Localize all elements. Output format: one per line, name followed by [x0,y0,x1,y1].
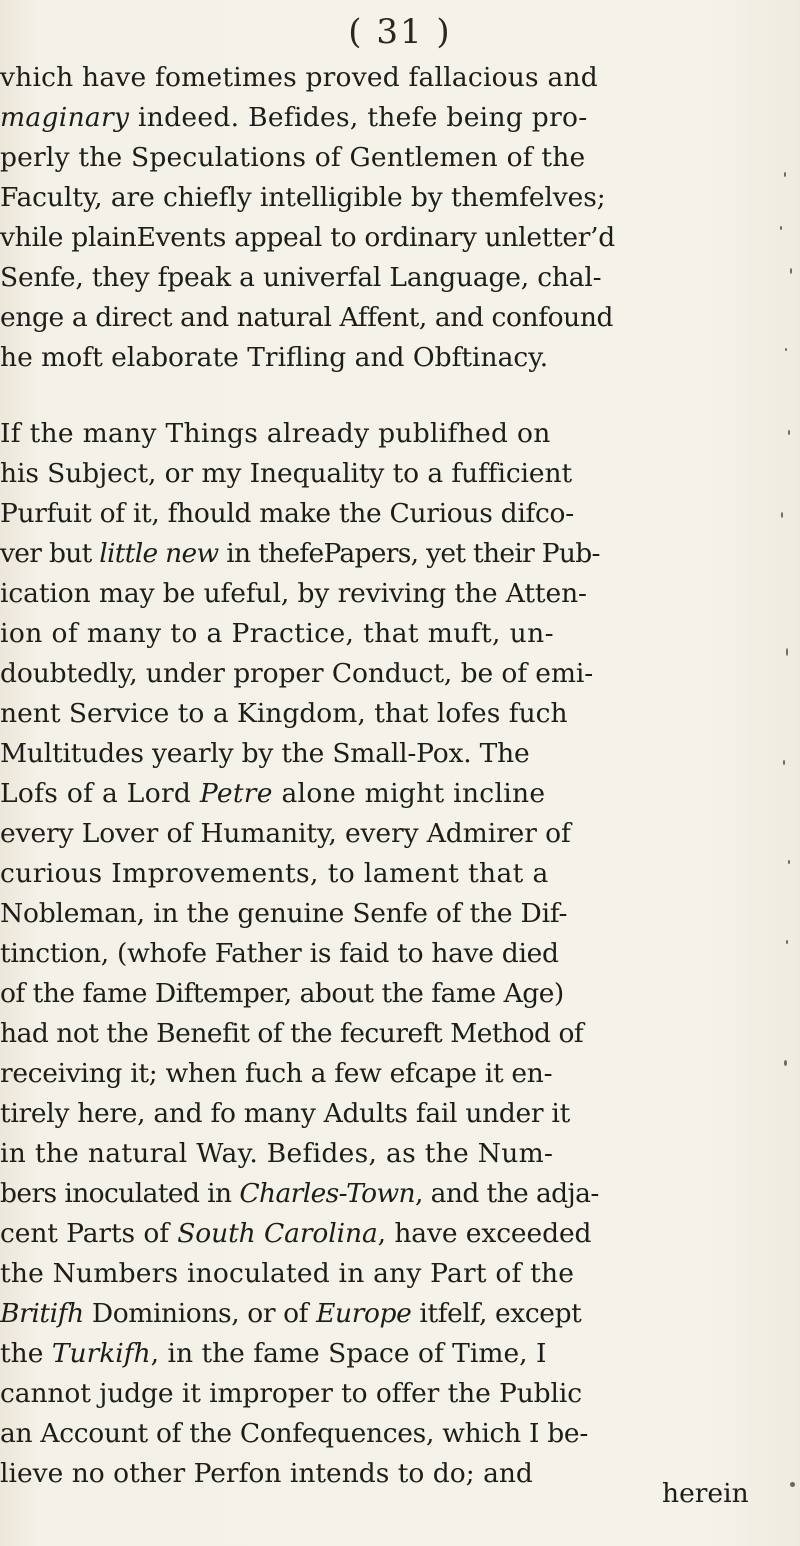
ink-speck [786,648,788,656]
text-line: Nobleman, in the genuine Senfe of the Dif- [0,898,568,929]
text-line: Multitudes yearly by the Small-Pox. The [0,738,530,769]
text-line: of the fame Diftemper, about the fame Age) [0,978,564,1009]
text-line: perly the Speculations of Gentlemen of the [0,142,586,173]
text-line: nent Service to a Kingdom, that lofes fuch [0,698,568,729]
text-line: the Turkifh, in the fame Space of Time, I [0,1338,547,1369]
text-line: the Numbers inoculated in any Part of the [0,1258,575,1289]
text-line: curious Improvements, to lament that a [0,858,549,889]
text-line: cent Parts of South Carolina, have exceeded [0,1218,592,1249]
ink-speck [785,348,787,351]
ink-speck [788,860,790,864]
text-line: cannot judge it improper to offer the Public [0,1378,583,1409]
text-line: Lofs of a Lord Petre alone might incline [0,778,546,809]
text-line: vhile plainEvents appeal to ordinary unletter’d [0,222,615,253]
text-line: tinction, (whofe Father is faid to have died [0,938,559,969]
text-line: maginary indeed. Befides, thefe being pro- [0,102,588,133]
text-line: had not the Benefit of the fecureft Method of [0,1018,584,1049]
ink-speck [784,172,786,177]
text-line: ion of many to a Practice, that muft, un- [0,618,554,649]
text-line: tirely here, and fo many Adults fail under it [0,1098,570,1129]
page-number: ( 31 ) [348,12,452,52]
text-line: Britifh Dominions, or of Europe itfelf, except [0,1298,582,1329]
ink-speck [781,512,783,518]
text-line: lieve no other Perfon intends to do; and [0,1458,533,1489]
ink-speck [786,940,788,944]
catchword: herein [662,1478,749,1509]
text-line: enge a direct and natural Affent, and confound [0,302,614,333]
ink-speck [783,760,785,765]
text-line: Senfe, they fpeak a univerfal Language, chal- [0,262,602,293]
text-line: an Account of the Confequences, which I be- [0,1418,588,1449]
text-line: If the many Things already publifhed on [0,418,551,449]
ink-speck [790,268,792,274]
text-line: his Subject, or my Inequality to a fufficient [0,458,573,489]
text-line: Purfuit of it, fhould make the Curious difco- [0,498,574,529]
text-line: bers inoculated in Charles-Town, and the adja- [0,1178,599,1209]
text-line: ication may be ufeful, by reviving the Atten- [0,578,587,609]
text-line: every Lover of Humanity, every Admirer of [0,818,571,849]
ink-speck [784,1060,787,1066]
text-line: he moft elaborate Trifling and Obftinacy. [0,342,549,373]
text-line: receiving it; when fuch a few efcape it en- [0,1058,553,1089]
text-line: in the natural Way. Befides, as the Num- [0,1138,554,1169]
ink-speck [788,430,790,435]
ink-speck [780,226,782,230]
ink-speck [790,1482,795,1487]
text-line: vhich have fometimes proved fallacious and [0,62,598,93]
text-line: Faculty, are chiefly intelligible by themfelves; [0,182,606,213]
text-line: doubtedly, under proper Conduct, be of emi- [0,658,594,689]
text-line: ver but little new in thefePapers, yet their Pub- [0,538,600,569]
